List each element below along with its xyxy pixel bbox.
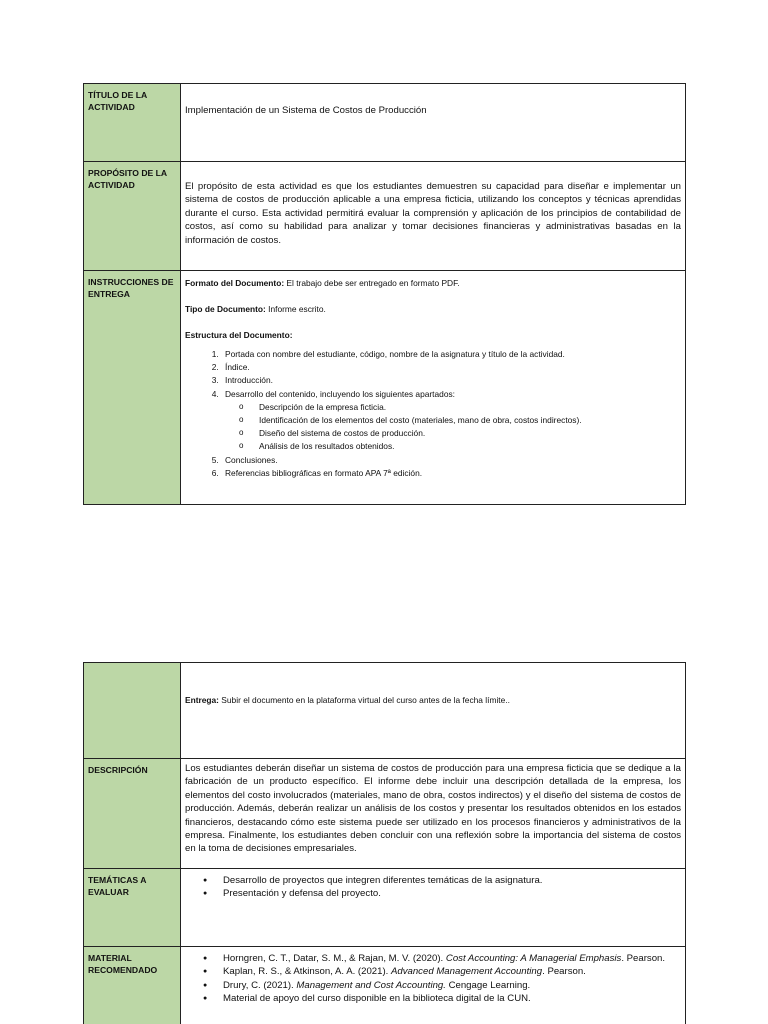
- list-item-text: Desarrollo del contenido, incluyendo los siguientes apartados:: [225, 388, 455, 399]
- material-list: [203, 952, 681, 1006]
- purpose-label: PROPÓSITO DE LA ACTIVIDAD: [84, 162, 181, 271]
- delivery-label: Entrega:: [185, 695, 219, 705]
- description-value: Los estudiantes deberán diseñar un sistema de costos de producción para una empresa ficticia que se dedique a la fabricación de un producto específico. El informe debe incluir una descripción detallada de la empresa, los elementos del costo involucrados (materiales, mano de obra, costos indirectos) y el diseño del sistema de costos de producción. Además, deberán realizar un análisis de los costos y presentar los resultados obtenidos en los estados financieros, destacando cómo este sistema puede ser utilizado en los procesos financieros y administrativos de la empresa. Finalmente, los estudiantes deben concluir con una reflexión sobre la importancia del sistema de costos en la toma de decisiones empresariales.: [181, 759, 686, 869]
- material-row: [84, 947, 686, 1024]
- title-row: [84, 84, 686, 162]
- list-item: ● Desarrollo de proyectos que integren diferentes temáticas de la asignatura.: [203, 874, 681, 887]
- sub-list-item: o Identificación de los elementos del costo (materiales, mano de obra, costos indirectos).: [239, 414, 681, 427]
- list-item: 3. Introducción.: [221, 374, 681, 387]
- list-item: 5. Conclusiones.: [221, 454, 681, 467]
- title-value: Implementación de un Sistema de Costos de Producción: [181, 84, 686, 162]
- activity-table: [83, 83, 686, 505]
- material-value: [181, 947, 686, 1024]
- sub-list-item: o Análisis de los resultados obtenidos.: [239, 440, 681, 453]
- structure-line: [185, 329, 681, 342]
- list-item: [221, 388, 681, 454]
- title-label: TÍTULO DE LA ACTIVIDAD: [84, 84, 181, 162]
- list-item: 2. Índice.: [221, 361, 681, 374]
- sub-list-item: o Descripción de la empresa ficticia.: [239, 401, 681, 414]
- topics-label: TEMÁTICAS A EVALUAR: [84, 869, 181, 947]
- description-label: DESCRIPCIÓN: [84, 759, 181, 869]
- topics-list: [203, 874, 681, 901]
- delivery-value: [181, 663, 686, 759]
- instructions-row: [84, 271, 686, 505]
- reference-text: Kaplan, R. S., & Atkinson, A. A. (2021).: [223, 966, 391, 978]
- reference-text: Drury, C. (2021).: [223, 979, 297, 991]
- list-item: [203, 952, 681, 965]
- topics-row: [84, 869, 686, 947]
- material-label: MATERIAL RECOMENDADO: [84, 947, 181, 1024]
- type-line: [185, 303, 681, 316]
- delivery-label-cell: [84, 663, 181, 759]
- reference-text: Horngren, C. T., Datar, S. M., & Rajan, M. V. (2020).: [223, 953, 446, 964]
- type-label: Tipo de Documento:: [185, 304, 266, 314]
- activity-table-continued: [83, 662, 686, 1024]
- format-text: El trabajo debe ser entregado en formato PDF.: [284, 278, 460, 288]
- reference-title: Cost Accounting: A Managerial Emphasis: [445, 953, 622, 964]
- reference-title: Advanced Management Accounting: [390, 966, 543, 978]
- instructions-label: INSTRUCCIONES DE ENTREGA: [84, 271, 181, 505]
- reference-title: Management and Cost Accounting.: [296, 979, 446, 991]
- type-text: Informe escrito.: [265, 304, 326, 314]
- sub-list-item: o Diseño del sistema de costos de producción.: [239, 427, 681, 440]
- purpose-row: [84, 162, 686, 271]
- list-item: [203, 979, 681, 992]
- format-line: [185, 277, 681, 290]
- instructions-value: [181, 271, 686, 505]
- purpose-value: El propósito de esta actividad es que los estudiantes demuestren su capacidad para diseñar e implementar un sistema de costos de producción aplicable a una empresa ficticia, utilizando los conceptos y técnicas aprendidas durante el curso. Esta actividad permitirá evaluar la comprensión y aplicación de los principios de contabilidad de costos, así como su habilidad para analizar y tomar decisiones financieras y administrativas basadas en la información de costos.: [181, 162, 686, 271]
- delivery-text: Subir el documento en la plataforma virtual del curso antes de la fecha límite..: [218, 695, 510, 705]
- sub-list: [239, 401, 681, 454]
- list-item: 1. Portada con nombre del estudiante, código, nombre de la asignatura y título de la actividad.: [221, 348, 681, 361]
- delivery-row: [84, 663, 686, 759]
- reference-publisher: Cengage Learning.: [445, 979, 531, 991]
- structure-label: Estructura del Documento:: [185, 330, 293, 340]
- reference-publisher: . Pearson.: [621, 953, 666, 964]
- list-item: ● Presentación y defensa del proyecto.: [203, 887, 681, 900]
- format-label: Formato del Documento:: [185, 278, 285, 288]
- structure-list: [221, 348, 681, 480]
- list-item: [203, 965, 681, 978]
- reference-text: Material de apoyo del curso disponible en la biblioteca digital de la CUN.: [223, 993, 531, 1005]
- reference-publisher: . Pearson.: [542, 966, 586, 978]
- topics-value: [181, 869, 686, 947]
- description-row: [84, 759, 686, 869]
- list-item: 6. Referencias bibliográficas en formato APA 7ª edición.: [221, 467, 681, 480]
- list-item: [203, 992, 681, 1005]
